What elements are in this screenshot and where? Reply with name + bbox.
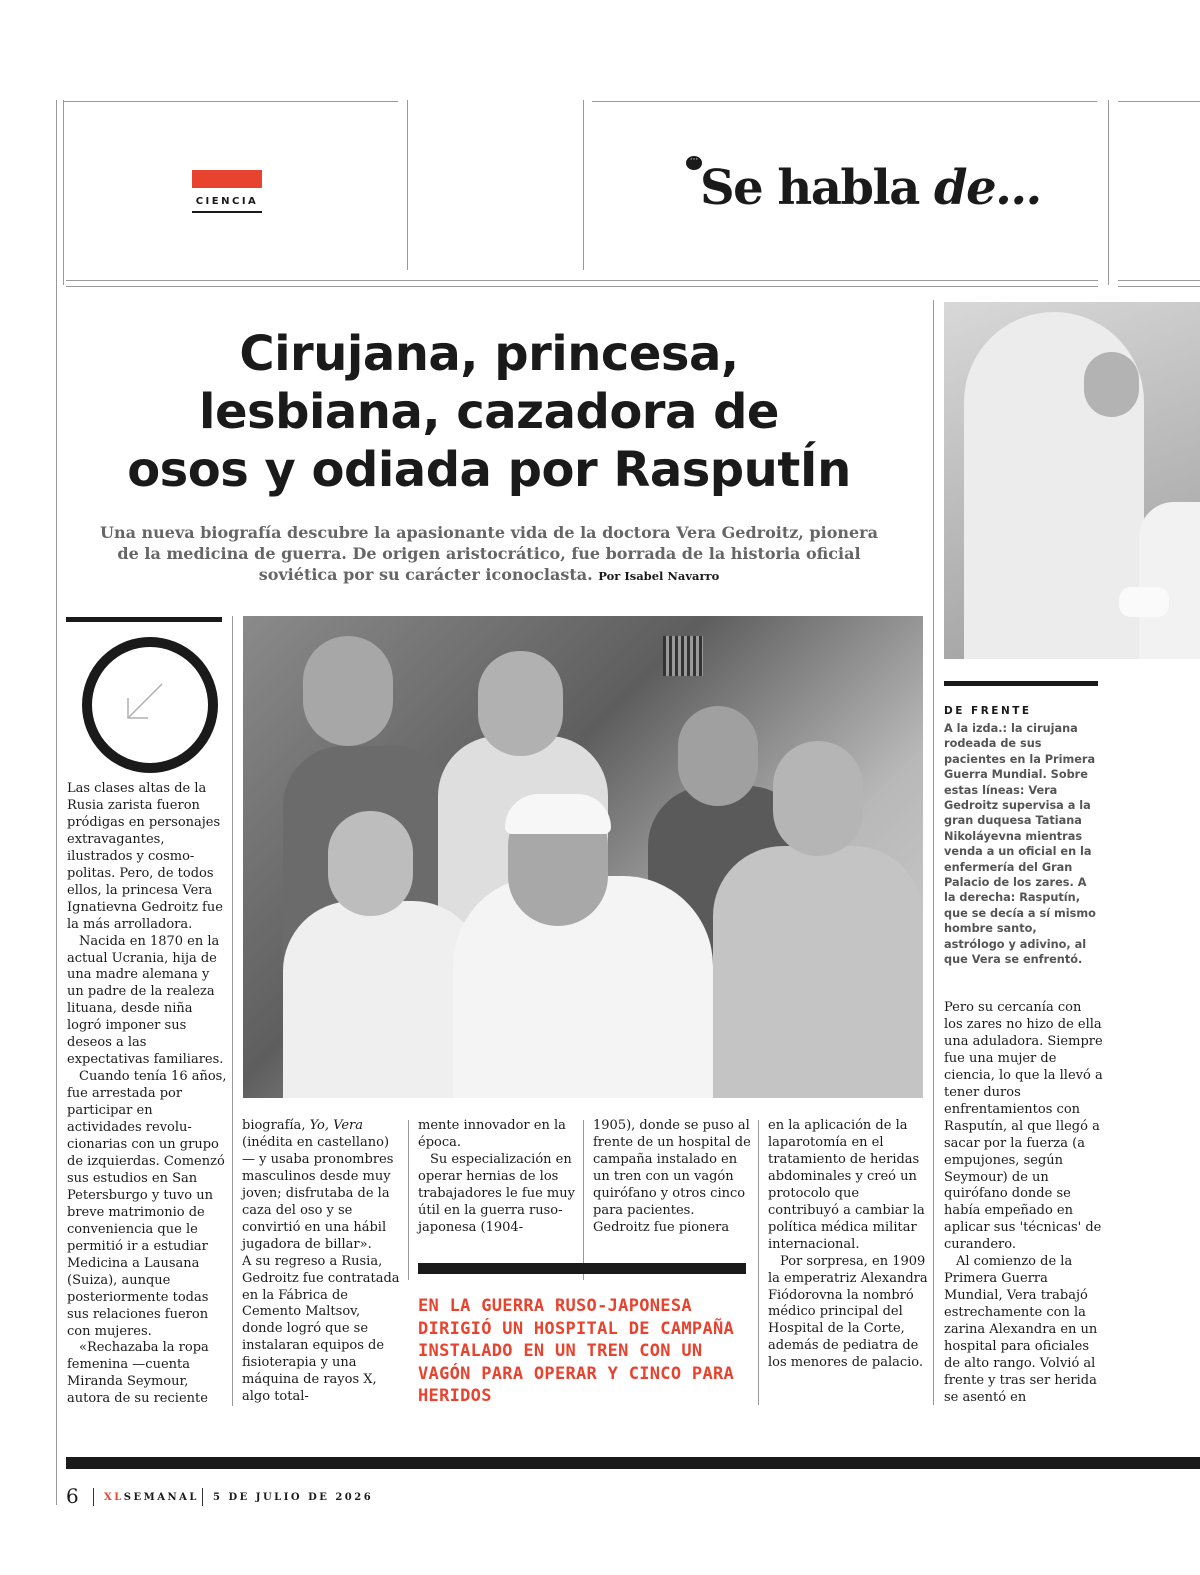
magazine-xl: XL: [104, 1492, 124, 1503]
section-label: CIENCIA: [195, 196, 259, 207]
paragraph: «Rechazaba la ropa femenina —cuenta Miranda Seymour, autora de su reciente: [67, 1340, 209, 1407]
left-margin-rule: [56, 100, 57, 1505]
byline: Por Isabel Navarro: [598, 569, 720, 583]
frame-rule: [63, 101, 398, 102]
paragraph: Cuando tenía 16 años, fue arrestada por participar en actividades revolu-cionarias con un grupo de izquierdas. Comenzó sus estudios en San Petersburgo y tuvo un breve matrimonio de conveniencia que le permitió ir a estudiar Medicina a Lausana (Suiza), aunque posteriormente todas sus relaciones fueron con mujeres.: [67, 1069, 227, 1339]
paragraph: Su especialización en operar hernias de los trabajadores le fue muy útil en la guerra ruso-japonesa (1904-: [418, 1151, 575, 1235]
paragraph: en la aplicación de la laparotomía en el tratamiento de heridas abdominales y creó un protocolo que contribuyó a cambiar la política médica militar internacional.: [768, 1118, 925, 1252]
photo-caption: A la izda.: la cirujana rodeada de sus pacientes en la Primera Guerra Mundial. Sobre estas líneas: Vera Gedroitz supervisa a la gran duquesa Tatiana Nikoláyevna mientras venda a un oficial en la enfermería del Gran Palacio de los zares. A la derecha: Rasputín, que se decía a sí mismo hombre santo, astrólogo y adivino, al que Vera se enfrentó.: [944, 722, 1096, 967]
main-photo: [243, 616, 923, 1098]
brand-emphasis: de...: [934, 160, 1041, 216]
headline-line: osos y odiada por RasputÍn: [127, 442, 851, 498]
body-column-5: [768, 1118, 928, 1372]
frame-rule: [583, 100, 584, 270]
header-bottom-rule: [66, 280, 1098, 281]
body-column-3: [418, 1118, 576, 1237]
text-run: biografía,: [242, 1118, 310, 1133]
caption-top-bar: [944, 681, 1098, 686]
column-top-bar: [66, 617, 222, 622]
headline-line: Cirujana, princesa,: [239, 326, 739, 382]
header-bottom-rule: [1118, 280, 1200, 281]
side-photo: [944, 302, 1200, 659]
caption-kicker: DE FRENTE: [944, 705, 1032, 717]
paragraph: A su regreso a Rusia, Gedroitz fue contratada en la Fábrica de Cemento Maltsov, donde logró que se instalaran equipos de fisioterapia y una máquina de rayos X, algo total-: [242, 1253, 400, 1405]
sidebar-rule: [933, 300, 934, 1405]
folio-divider: [93, 1488, 94, 1506]
body-column-6: [944, 1000, 1104, 1407]
column-rule: [408, 1120, 409, 1280]
paragraph: Pero su cercanía con los zares no hizo de ella una aduladora. Siempre fue una mujer de ciencia, lo que la llevó a tener duros enfrentamientos con Rasputín, al que llegó a sacar por la fuerza (a empujones, según Seymour) de un quirófano donde se había empeñado en aplicar sus 'técnicas' de curandero.: [944, 1000, 1103, 1253]
speech-bubble-icon: ···: [686, 156, 702, 170]
section-underline: [192, 211, 262, 213]
page-number: 6: [66, 1484, 79, 1508]
text-run: (inédita en castellano)— y usaba pronombres masculinos desde muy joven; disfrutaba de la caza del oso y se convirtió en una hábil jugadora de billar».: [242, 1134, 394, 1252]
column-rule: [758, 1120, 759, 1405]
paragraph: Las clases altas de la Rusia zarista fueron pródigas en personajes extravagantes, ilustrados y cosmo-politas. Pero, de todos ellos, la princesa Vera Ignatievna Gedroitz fue la más arrolladora.: [67, 781, 223, 932]
book-title: Yo, Vera: [309, 1118, 363, 1133]
arrow-down-left-icon: [122, 680, 166, 724]
paragraph: [242, 1118, 402, 1254]
magazine-title: SEMANAL: [123, 1492, 199, 1503]
pullquote-bar: [418, 1263, 746, 1274]
paragraph: Por sorpresa, en 1909 la emperatriz Alexandra Fiódorovna la nombró médico principal del Hospital de la Corte, además de pediatra de los menores de palacio.: [768, 1253, 928, 1371]
frame-rule: [407, 100, 408, 270]
frame-rule: [1118, 101, 1200, 102]
section-color-block: [192, 170, 262, 188]
deck: [100, 522, 878, 587]
magazine-name: [104, 1492, 199, 1503]
folio-divider: [202, 1488, 203, 1506]
frame-rule: [63, 100, 64, 285]
deck-text: Una nueva biografía descubre la apasionante vida de la doctora Vera Gedroitz, pionera de la medicina de guerra. De origen aristocrático, fue borrada de la historia oficial soviética por su carácter iconoclasta.: [100, 523, 878, 584]
body-column-4: [593, 1118, 753, 1237]
frame-rule: [1108, 100, 1109, 285]
header-bottom-rule: [66, 286, 1098, 287]
paragraph: 1905), donde se puso al frente de un hospital de campaña instalado en un tren con un vagón quirófano y otros cinco para pacientes. Gedroitz fue pionera: [593, 1118, 751, 1235]
headline-line: lesbiana, cazadora de: [199, 384, 779, 440]
body-column-1: [67, 781, 227, 1408]
column-rule: [232, 616, 233, 1406]
brand-prefix: Se habla: [700, 160, 935, 216]
issue-date: 5 DE JULIO DE 2026: [213, 1492, 374, 1503]
column-rule: [583, 1120, 584, 1280]
pull-quote: EN LA GUERRA RUSO-JAPONESA DIRIGIÓ UN HOSPITAL DE CAMPAÑA INSTALADO EN UN TREN CON UN VAGÓN PARA OPERAR Y CINCO PARA HERIDOS: [418, 1296, 735, 1406]
footer-bar: [66, 1457, 1200, 1469]
paragraph: mente innovador en la época.: [418, 1118, 566, 1150]
section-brand: [700, 160, 1041, 216]
paragraph: Nacida en 1870 en la actual Ucrania, hija de una madre alemana y un padre de la realeza lituana, desde niña logró imponer sus deseos a las expectativas familiares.: [67, 933, 224, 1068]
frame-rule: [592, 101, 1097, 102]
body-column-2: [242, 1118, 402, 1406]
paragraph: Al comienzo de la Primera Guerra Mundial, Vera trabajó estrechamente con la zarina Alexandra en un hospital para oficiales de alto rango. Volvió al frente y tras ser herida se asentó en: [944, 1254, 1098, 1405]
header-bottom-rule: [1118, 286, 1200, 287]
headline: [66, 325, 912, 499]
